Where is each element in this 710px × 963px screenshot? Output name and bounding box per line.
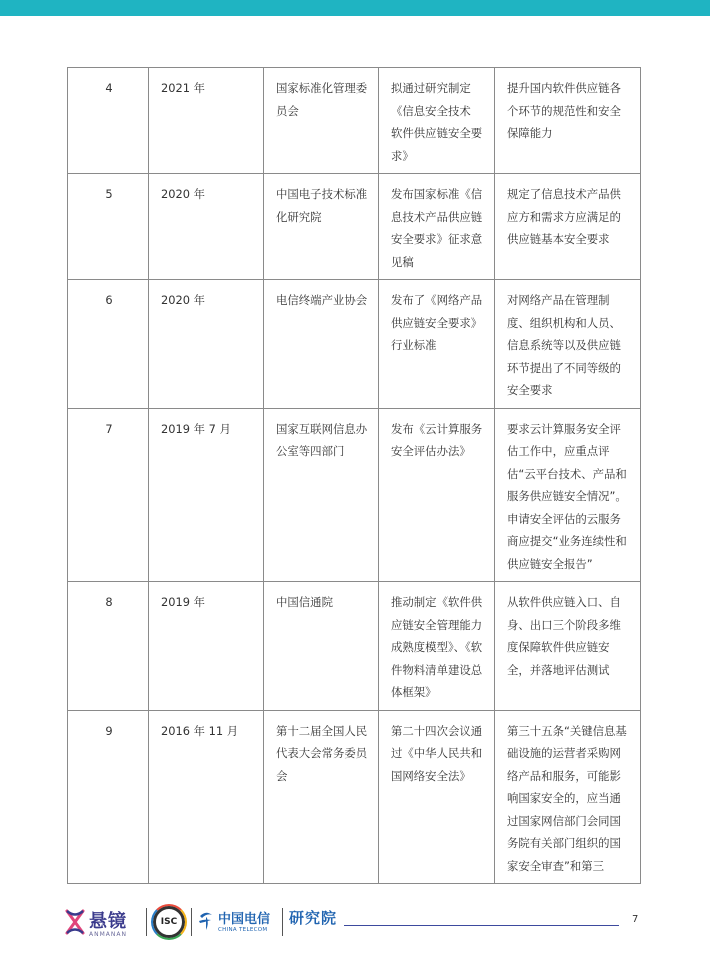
- cell-number: 5: [68, 174, 149, 280]
- table-row: [68, 710, 641, 884]
- policy-table-body: [68, 68, 641, 884]
- cell-content: 提升国内软件供应链各个环节的规范性和安全保障能力: [495, 68, 641, 174]
- footer-divider: [146, 908, 147, 936]
- china-telecom-logo: [198, 908, 278, 938]
- anmanan-mark-icon: [64, 908, 86, 936]
- cell-action: 发布《云计算服务安全评估办法》: [379, 408, 495, 582]
- anmanan-logo: [64, 906, 144, 940]
- cell-organization: 第十二届全国人民代表大会常务委员会: [264, 710, 379, 884]
- cell-date: 2019 年: [149, 582, 264, 711]
- isc-logo: ISC: [153, 906, 185, 938]
- footer-divider: [191, 908, 192, 936]
- cell-content: 第三十五条“关键信息基础设施的运营者采购网络产品和服务，可能影响国家安全的，应当通过国家网信部门会同国务院有关部门组织的国家安全审查”和第三: [495, 710, 641, 884]
- cell-number: 9: [68, 710, 149, 884]
- cell-action: 拟通过研究制定《信息安全技术 软件供应链安全要求》: [379, 68, 495, 174]
- cell-action: 推动制定《软件供应链安全管理能力成熟度模型》、《软件物料清单建设总体框架》: [379, 582, 495, 711]
- cell-content: 对网络产品在管理制度、组织机构和人员、信息系统等以及供应链环节提出了不同等级的安全要求: [495, 280, 641, 409]
- cell-number: 7: [68, 408, 149, 582]
- cell-action: 第二十四次会议通过《中华人民共和国网络安全法》: [379, 710, 495, 884]
- cell-date: 2020 年: [149, 280, 264, 409]
- cell-action: 发布了《网络产品供应链安全要求》行业标准: [379, 280, 495, 409]
- page-number: 7: [632, 914, 639, 925]
- cell-date: 2019 年 7 月: [149, 408, 264, 582]
- cell-organization: 电信终端产业协会: [264, 280, 379, 409]
- policy-table: [67, 67, 641, 884]
- anmanan-logo-subtext: ANMANAN: [89, 931, 127, 938]
- china-telecom-logo-text: 中国电信: [218, 912, 271, 927]
- footer-divider: [282, 908, 283, 936]
- cell-date: 2021 年: [149, 68, 264, 174]
- footer-rule: [344, 925, 619, 926]
- cell-number: 4: [68, 68, 149, 174]
- cell-number: 8: [68, 582, 149, 711]
- anmanan-logo-text: 悬镜: [89, 911, 127, 932]
- table-row: [68, 408, 641, 582]
- cell-content: 要求云计算服务安全评估工作中，应重点评估“云平台技术、产品和服务供应链安全情况”。申请安全评估的云服务商应提交“业务连续性和供应链安全报告”: [495, 408, 641, 582]
- china-telecom-logo-subtext: CHINA TELECOM: [218, 927, 268, 933]
- table-row: [68, 280, 641, 409]
- cell-organization: 中国信通院: [264, 582, 379, 711]
- table-row: [68, 68, 641, 174]
- cell-date: 2016 年 11 月: [149, 710, 264, 884]
- cell-action: 发布国家标准《信息技术产品供应链安全要求》征求意见稿: [379, 174, 495, 280]
- cell-organization: 国家标准化管理委员会: [264, 68, 379, 174]
- cell-organization: 国家互联网信息办公室等四部门: [264, 408, 379, 582]
- page-footer: [0, 900, 710, 950]
- cell-date: 2020 年: [149, 174, 264, 280]
- cell-number: 6: [68, 280, 149, 409]
- table-row: [68, 582, 641, 711]
- cell-content: 从软件供应链入口、自身、出口三个阶段多维度保障软件供应链安全，并落地评估测试: [495, 582, 641, 711]
- research-institute-logo-text: 研究院: [289, 909, 338, 927]
- cell-content: 规定了信息技术产品供应方和需求方应满足的供应链基本安全要求: [495, 174, 641, 280]
- china-telecom-swoosh-icon: [198, 910, 214, 932]
- top-accent-bar: [0, 0, 710, 16]
- cell-organization: 中国电子技术标准化研究院: [264, 174, 379, 280]
- table-row: [68, 174, 641, 280]
